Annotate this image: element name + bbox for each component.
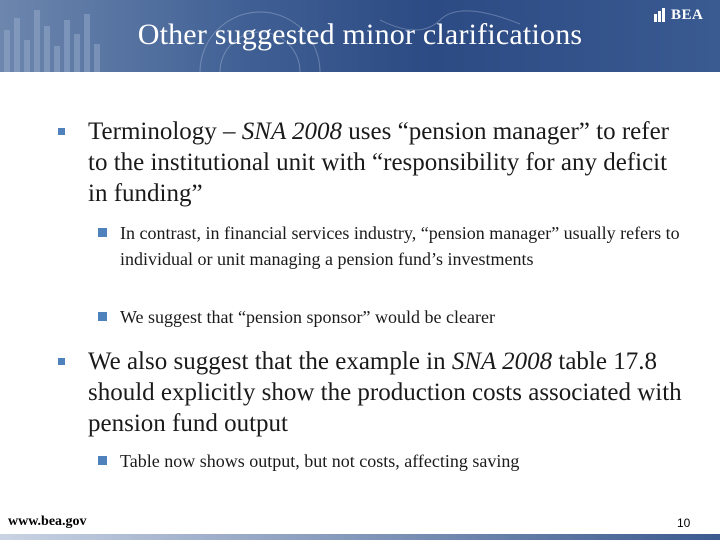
bea-logo-icon (654, 8, 668, 22)
bullet-marker (58, 358, 65, 365)
bullet-text-italic: SNA 2008 (241, 118, 343, 145)
bullet-terminology (88, 116, 688, 209)
bullet-text: uses “pension manager” to refer to the institutional unit with “responsibility for any deficit in funding” (88, 118, 669, 207)
slide-number: 10 (677, 516, 691, 530)
sub-bullet-text: Table now shows output, but not costs, affecting saving (120, 451, 520, 471)
sub-bullet-text: In contrast, in financial services industry, “pension manager” usually refers to individual or unit managing a pension fund’s investments (120, 223, 680, 269)
footer-url: www.bea.gov (8, 514, 87, 529)
sub-bullet-contrast (120, 220, 680, 272)
bullet-example-table (88, 346, 688, 439)
sub-bullet-suggest-sponsor (120, 304, 680, 330)
bullet-text: Terminology – (88, 118, 242, 145)
footer-rule (0, 534, 720, 540)
bullet-text: We also suggest that the example in (88, 348, 452, 375)
bea-logo (654, 4, 714, 26)
logo-text: BEA (671, 6, 704, 23)
bullet-text: table 17.8 should explicitly show the production costs associated with pension fund output (88, 348, 682, 437)
sub-bullet-table-output (120, 448, 680, 474)
bullet-marker (58, 128, 65, 135)
bullet-text-italic: SNA 2008 (451, 348, 553, 375)
sub-bullet-marker (98, 456, 107, 465)
slide-title: Other suggested minor clarifications (137, 18, 583, 51)
slide-header (0, 0, 720, 72)
sub-bullet-marker (98, 228, 107, 237)
sub-bullet-text: We suggest that “pension sponsor” would be clearer (120, 307, 495, 327)
sub-bullet-marker (98, 312, 107, 321)
